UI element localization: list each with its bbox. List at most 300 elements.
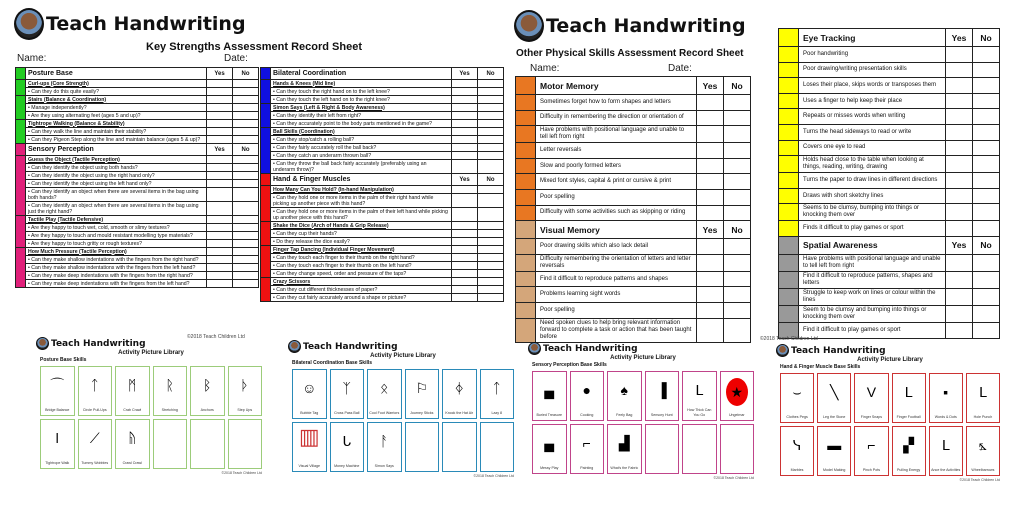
yes-checkbox[interactable] [452, 80, 478, 88]
yes-checkbox[interactable] [207, 264, 233, 272]
no-checkbox[interactable] [233, 80, 259, 88]
activity-pictogram-icon: ▄ [544, 435, 555, 451]
activity-pictogram-icon: ᛄ [455, 380, 464, 396]
no-checkbox[interactable] [973, 156, 1000, 173]
activity-card[interactable] [40, 419, 75, 469]
no-checkbox[interactable] [478, 262, 504, 270]
question-row [16, 280, 259, 288]
activity-card[interactable] [190, 419, 225, 469]
question-row [516, 239, 751, 255]
yes-checkbox[interactable] [452, 96, 478, 104]
no-header: No [724, 77, 751, 95]
library-sensory-perception [528, 342, 758, 480]
yes-checkbox[interactable] [207, 216, 233, 224]
no-checkbox[interactable] [973, 305, 1000, 322]
no-checkbox[interactable] [478, 112, 504, 120]
activity-card[interactable] [78, 366, 113, 416]
activity-card[interactable] [720, 371, 755, 421]
no-checkbox[interactable] [478, 238, 504, 246]
activity-card[interactable] [115, 419, 150, 469]
no-checkbox[interactable] [233, 188, 259, 202]
no-checkbox[interactable] [724, 110, 751, 126]
yes-checkbox[interactable] [207, 136, 233, 144]
no-checkbox[interactable] [233, 180, 259, 188]
question-text: • Can they Pigeon Step along the line and maintain balance (ages 5 & up)? [26, 136, 207, 144]
activity-label: Hole Punch [973, 414, 993, 419]
yes-checkbox[interactable] [697, 287, 724, 303]
activity-card[interactable] [153, 419, 188, 469]
question-row [779, 156, 1000, 173]
activity-card[interactable] [480, 369, 515, 419]
no-checkbox[interactable] [478, 254, 504, 262]
activity-card[interactable] [405, 369, 440, 419]
no-checkbox[interactable] [724, 254, 751, 271]
activity-card[interactable] [228, 366, 263, 416]
activity-card[interactable] [367, 369, 402, 419]
sheet2-left-table [515, 76, 751, 343]
yes-checkbox[interactable] [946, 188, 973, 204]
no-checkbox[interactable] [724, 143, 751, 159]
yes-checkbox[interactable] [697, 254, 724, 271]
section-color-bar [779, 156, 799, 173]
no-checkbox[interactable] [973, 288, 1000, 305]
activity-card[interactable] [330, 422, 365, 472]
no-checkbox[interactable] [973, 204, 1000, 221]
yes-checkbox[interactable] [946, 305, 973, 322]
yes-checkbox[interactable] [946, 109, 973, 125]
yes-checkbox[interactable] [697, 318, 724, 342]
yes-checkbox[interactable] [207, 80, 233, 88]
section-color-bar [516, 239, 536, 255]
activity-label: How Thick Can You Go [687, 408, 712, 417]
no-checkbox[interactable] [233, 120, 259, 128]
yes-checkbox[interactable] [452, 222, 478, 230]
activity-card[interactable] [442, 422, 477, 472]
no-checkbox[interactable] [478, 160, 504, 174]
activity-pictogram-icon: ᛗ [128, 377, 137, 393]
no-checkbox[interactable] [973, 62, 1000, 78]
yes-checkbox[interactable] [207, 88, 233, 96]
question-text: • Can they identify their left from right? [271, 112, 452, 120]
no-checkbox[interactable] [233, 136, 259, 144]
no-checkbox[interactable] [478, 278, 504, 286]
question-row [261, 144, 504, 152]
library-subtitle: Bilateral Coordination Base Skills [292, 360, 373, 366]
sheet1-right-table [260, 67, 504, 302]
section-color-bar [16, 120, 26, 144]
yes-checkbox[interactable] [697, 302, 724, 318]
no-checkbox[interactable] [478, 186, 504, 194]
yes-checkbox[interactable] [452, 194, 478, 208]
question-row [516, 287, 751, 303]
activity-label: Feely Bag [616, 412, 633, 417]
activity-card[interactable] [480, 422, 515, 472]
no-checkbox[interactable] [233, 112, 259, 120]
no-checkbox[interactable] [478, 104, 504, 112]
section-color-bar [261, 174, 271, 186]
question-text: • Can they accurately point to the body parts mentioned in the game? [271, 120, 452, 128]
yes-checkbox[interactable] [452, 208, 478, 222]
activity-card[interactable] [115, 366, 150, 416]
yes-checkbox[interactable] [207, 104, 233, 112]
yes-checkbox[interactable] [697, 126, 724, 143]
question-text: Find it difficult to play games or sport [799, 322, 946, 338]
library-copyright: ©2018 Teach Children Ltd [473, 474, 514, 478]
no-checkbox[interactable] [724, 318, 751, 342]
yes-checkbox[interactable] [452, 152, 478, 160]
question-row [516, 302, 751, 318]
activity-pictogram-icon: ᒪ [941, 437, 950, 453]
activity-pictogram-icon: ⌒ [50, 377, 65, 393]
section-color-bar [516, 110, 536, 126]
section-color-bar [779, 173, 799, 189]
yes-checkbox[interactable] [207, 120, 233, 128]
activity-card[interactable] [720, 424, 755, 474]
sheet2-copyright: ©2018 Teach Children Ltd [760, 336, 818, 342]
yes-checkbox[interactable] [452, 112, 478, 120]
activity-card[interactable] [645, 424, 680, 474]
activity-card[interactable] [228, 419, 263, 469]
yes-checkbox[interactable] [207, 96, 233, 104]
yes-checkbox[interactable] [946, 322, 973, 338]
no-checkbox[interactable] [724, 287, 751, 303]
activity-pictogram-icon: ᛟ [380, 380, 389, 396]
no-checkbox[interactable] [233, 128, 259, 136]
no-checkbox[interactable] [724, 95, 751, 111]
yes-checkbox[interactable] [946, 140, 973, 156]
no-checkbox[interactable] [478, 294, 504, 302]
question-text: Difficulty with some activities such as skipping or riding [536, 205, 697, 221]
no-checkbox[interactable] [973, 254, 1000, 271]
yes-checkbox[interactable] [697, 158, 724, 174]
no-checkbox[interactable] [973, 322, 1000, 338]
yes-checkbox[interactable] [207, 240, 233, 248]
no-checkbox[interactable] [973, 47, 1000, 63]
activity-pictogram-icon: ▥ [298, 424, 320, 449]
no-checkbox[interactable] [233, 248, 259, 256]
card-grid [288, 369, 518, 472]
yes-checkbox[interactable] [452, 128, 478, 136]
no-checkbox[interactable] [233, 216, 259, 224]
library-hand-finger-muscles [776, 344, 1004, 482]
no-checkbox[interactable] [233, 256, 259, 264]
activity-pictogram-icon: ᛏ [90, 377, 99, 393]
question-row [261, 112, 504, 120]
yes-checkbox[interactable] [452, 238, 478, 246]
no-checkbox[interactable] [724, 126, 751, 143]
activity-card[interactable] [607, 371, 642, 421]
no-checkbox[interactable] [724, 158, 751, 174]
activity-label: Lazy 8 [491, 410, 503, 415]
yes-checkbox[interactable] [452, 144, 478, 152]
group-row [261, 222, 504, 230]
yes-checkbox[interactable] [452, 286, 478, 294]
activity-card[interactable] [929, 373, 963, 423]
activity-card[interactable] [190, 366, 225, 416]
activity-card[interactable] [780, 426, 814, 476]
no-checkbox[interactable] [724, 205, 751, 221]
activity-card[interactable] [532, 371, 567, 421]
yes-checkbox[interactable] [207, 188, 233, 202]
question-text: Poor drawing skills which also lack detail [536, 239, 697, 255]
yes-checkbox[interactable] [697, 174, 724, 190]
activity-card[interactable] [405, 422, 440, 472]
question-row [16, 264, 259, 272]
activity-card[interactable] [570, 371, 605, 421]
yes-checkbox[interactable] [452, 246, 478, 254]
yes-checkbox[interactable] [697, 271, 724, 287]
question-text: • Do they release the dice easily? [271, 238, 452, 246]
question-text: • Can they make deep indentations with the fingers from the right hand? [26, 272, 207, 280]
activity-card[interactable] [854, 373, 888, 423]
group-subtitle: How Much Pressure (Tactile Perception) [26, 248, 207, 256]
yes-checkbox[interactable] [207, 172, 233, 180]
no-checkbox[interactable] [233, 280, 259, 288]
activity-card[interactable] [292, 369, 327, 419]
yes-checkbox[interactable] [697, 95, 724, 111]
activity-pictogram-icon: ᛉ [342, 380, 351, 396]
activity-label: Stretching [161, 407, 178, 412]
activity-card[interactable] [153, 366, 188, 416]
activity-card[interactable] [780, 373, 814, 423]
yes-checkbox[interactable] [946, 173, 973, 189]
section-header [779, 29, 1000, 47]
yes-checkbox[interactable] [207, 272, 233, 280]
sheet1-brand [14, 8, 246, 40]
yes-checkbox[interactable] [946, 124, 973, 140]
sheet2-title: Other Physical Skills Assessment Record Sheet [516, 48, 744, 59]
activity-card[interactable] [442, 369, 477, 419]
activity-card[interactable] [645, 371, 680, 421]
no-checkbox[interactable] [478, 136, 504, 144]
activity-card[interactable] [817, 426, 851, 476]
library-subtitle: Hand & Finger Muscle Base Skills [780, 364, 861, 370]
section-color-bar [516, 302, 536, 318]
yes-checkbox[interactable] [946, 62, 973, 78]
no-checkbox[interactable] [478, 144, 504, 152]
no-checkbox[interactable] [724, 302, 751, 318]
no-checkbox[interactable] [233, 172, 259, 180]
no-checkbox[interactable] [233, 88, 259, 96]
section-color-bar [261, 186, 271, 222]
no-header: No [233, 144, 259, 156]
section-color-bar [779, 78, 799, 94]
no-checkbox[interactable] [478, 120, 504, 128]
yes-checkbox[interactable] [452, 120, 478, 128]
activity-card[interactable] [40, 366, 75, 416]
yes-checkbox[interactable] [452, 186, 478, 194]
yes-checkbox[interactable] [207, 224, 233, 232]
no-checkbox[interactable] [478, 222, 504, 230]
activity-label: Bubble Tag [300, 410, 319, 415]
no-checkbox[interactable] [973, 188, 1000, 204]
question-text: Need spoken clues to help bring relevant information forward to complete a task or action that has been taught before [536, 318, 697, 342]
no-checkbox[interactable] [973, 93, 1000, 109]
no-checkbox[interactable] [724, 271, 751, 287]
no-checkbox[interactable] [478, 128, 504, 136]
yes-checkbox[interactable] [946, 78, 973, 94]
no-checkbox[interactable] [478, 270, 504, 278]
yes-checkbox[interactable] [452, 278, 478, 286]
yes-header: Yes [697, 77, 724, 95]
question-text: • Can they catch an underarm thrown ball? [271, 152, 452, 160]
activity-card[interactable] [330, 369, 365, 419]
question-row [516, 254, 751, 271]
yes-checkbox[interactable] [946, 221, 973, 237]
activity-card[interactable] [892, 426, 926, 476]
section-color-bar [16, 68, 26, 80]
yes-checkbox[interactable] [207, 232, 233, 240]
activity-card[interactable] [292, 422, 327, 472]
yes-checkbox[interactable] [946, 47, 973, 63]
no-checkbox[interactable] [724, 189, 751, 205]
no-checkbox[interactable] [724, 239, 751, 255]
no-checkbox[interactable] [233, 264, 259, 272]
yes-checkbox[interactable] [452, 88, 478, 96]
question-text: Sometimes forget how to form shapes and letters [536, 95, 697, 111]
activity-card[interactable] [570, 424, 605, 474]
yes-header: Yes [946, 236, 973, 254]
yes-checkbox[interactable] [452, 254, 478, 262]
section-color-bar [516, 287, 536, 303]
no-checkbox[interactable] [233, 232, 259, 240]
yes-checkbox[interactable] [946, 254, 973, 271]
activity-card[interactable] [78, 419, 113, 469]
no-checkbox[interactable] [973, 124, 1000, 140]
no-checkbox[interactable] [478, 286, 504, 294]
no-checkbox[interactable] [973, 78, 1000, 94]
activity-pictogram-icon: ᒐ [342, 433, 352, 449]
yes-header: Yes [452, 174, 478, 186]
yes-checkbox[interactable] [946, 204, 973, 221]
yes-header: Yes [946, 29, 973, 47]
section-color-bar [779, 62, 799, 78]
question-text: Letter reversals [536, 143, 697, 159]
yes-checkbox[interactable] [697, 205, 724, 221]
no-checkbox[interactable] [478, 88, 504, 96]
no-checkbox[interactable] [233, 104, 259, 112]
activity-card[interactable] [682, 371, 717, 421]
activity-card[interactable] [682, 424, 717, 474]
yes-checkbox[interactable] [207, 112, 233, 120]
question-text: • Can they touch each finger to their thumb on the left hand? [271, 262, 452, 270]
activity-label: Step Ups [237, 407, 253, 412]
yes-checkbox[interactable] [207, 156, 233, 164]
activity-card[interactable] [532, 424, 567, 474]
question-row [16, 112, 259, 120]
activity-card[interactable] [929, 426, 963, 476]
question-text: Poor spelling [536, 302, 697, 318]
no-checkbox[interactable] [973, 271, 1000, 288]
yes-checkbox[interactable] [207, 256, 233, 264]
section-color-bar [261, 68, 271, 80]
yes-checkbox[interactable] [946, 93, 973, 109]
yes-header: Yes [697, 221, 724, 239]
yes-checkbox[interactable] [452, 136, 478, 144]
yes-checkbox[interactable] [946, 156, 973, 173]
activity-pictogram-icon: ▬ [827, 437, 842, 453]
activity-pictogram-icon: ▟ [618, 435, 630, 451]
yes-checkbox[interactable] [207, 180, 233, 188]
no-checkbox[interactable] [478, 194, 504, 208]
question-row [779, 254, 1000, 271]
question-text: Problems learning sight words [536, 287, 697, 303]
no-checkbox[interactable] [233, 202, 259, 216]
brand-name: Teach Handwriting [546, 15, 746, 37]
no-checkbox[interactable] [478, 208, 504, 222]
yes-checkbox[interactable] [452, 294, 478, 302]
yes-checkbox[interactable] [207, 164, 233, 172]
yes-checkbox[interactable] [697, 143, 724, 159]
yes-checkbox[interactable] [207, 128, 233, 136]
no-checkbox[interactable] [724, 174, 751, 190]
yes-checkbox[interactable] [697, 239, 724, 255]
yes-checkbox[interactable] [946, 271, 973, 288]
yes-checkbox[interactable] [452, 160, 478, 174]
no-checkbox[interactable] [973, 173, 1000, 189]
yes-checkbox[interactable] [452, 270, 478, 278]
no-checkbox[interactable] [973, 221, 1000, 237]
yes-checkbox[interactable] [697, 110, 724, 126]
no-checkbox[interactable] [478, 80, 504, 88]
no-checkbox[interactable] [233, 240, 259, 248]
activity-pictogram-icon: ǀ [55, 430, 60, 446]
no-checkbox[interactable] [233, 156, 259, 164]
library-bilateral-coordination [288, 340, 518, 478]
yes-checkbox[interactable] [452, 104, 478, 112]
question-row [516, 110, 751, 126]
group-subtitle: Ball Skills (Coordination) [271, 128, 452, 136]
section-header [16, 144, 259, 156]
no-checkbox[interactable] [233, 164, 259, 172]
library-copyright: ©2018 Teach Children Ltd [221, 471, 262, 475]
no-checkbox[interactable] [478, 152, 504, 160]
no-checkbox[interactable] [478, 246, 504, 254]
yes-checkbox[interactable] [207, 202, 233, 216]
activity-pictogram-icon: ⌣ [792, 384, 802, 400]
yes-checkbox[interactable] [452, 262, 478, 270]
yes-checkbox[interactable] [697, 189, 724, 205]
no-checkbox[interactable] [233, 96, 259, 104]
yes-checkbox[interactable] [207, 248, 233, 256]
activity-card[interactable] [892, 373, 926, 423]
yes-checkbox[interactable] [452, 230, 478, 238]
group-row [16, 248, 259, 256]
no-checkbox[interactable] [973, 140, 1000, 156]
question-text: • Can they make shallow indentations with the fingers from the left hand? [26, 264, 207, 272]
no-checkbox[interactable] [478, 96, 504, 104]
no-checkbox[interactable] [233, 224, 259, 232]
no-checkbox[interactable] [233, 272, 259, 280]
activity-card[interactable] [367, 422, 402, 472]
question-text: Turns the paper to draw lines in different directions [799, 173, 946, 189]
activity-label: Anchors [200, 407, 214, 412]
activity-card[interactable] [607, 424, 642, 474]
section-header [516, 221, 751, 239]
activity-card[interactable] [966, 426, 1000, 476]
activity-label: Tummy Wobbles [81, 460, 109, 465]
question-row [779, 109, 1000, 125]
yes-checkbox[interactable] [207, 280, 233, 288]
question-text: • Can they identify the object using both hands? [26, 164, 207, 172]
yes-checkbox[interactable] [946, 288, 973, 305]
no-checkbox[interactable] [973, 109, 1000, 125]
no-checkbox[interactable] [478, 230, 504, 238]
activity-card[interactable] [817, 373, 851, 423]
activity-card[interactable] [966, 373, 1000, 423]
library-copyright: ©2018 Teach Children Ltd [959, 478, 1000, 482]
activity-card[interactable] [854, 426, 888, 476]
